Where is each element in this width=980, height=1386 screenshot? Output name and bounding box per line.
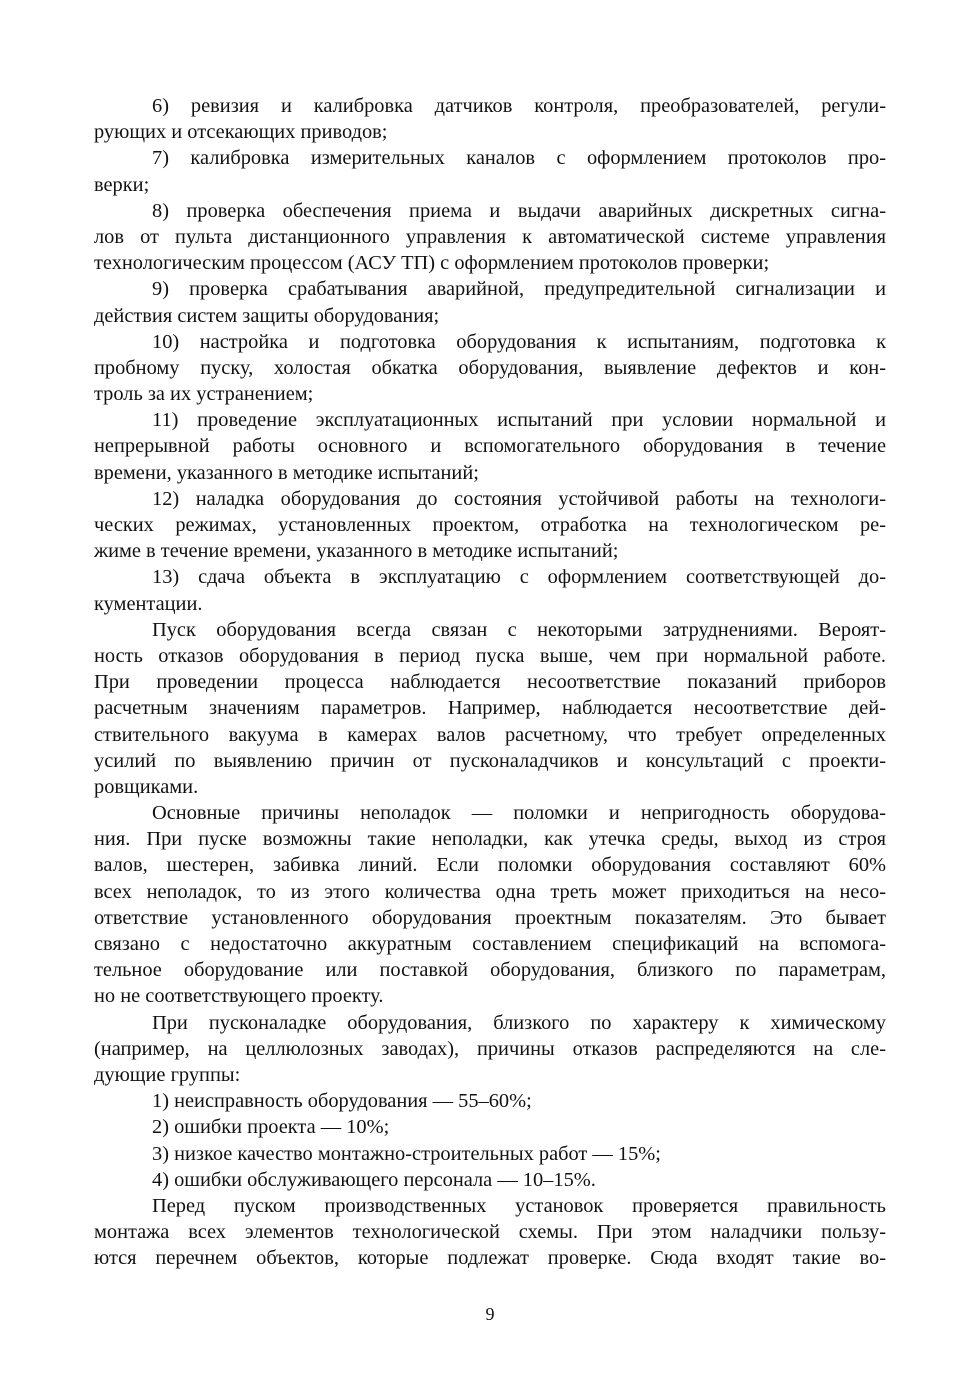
- text-line: технологическим процессом (АСУ ТП) с оформлением протоколов проверки;: [94, 252, 770, 275]
- text-line: кументации.: [94, 592, 203, 615]
- list-item: 1) неисправность оборудования — 55–60%;: [152, 1090, 532, 1113]
- text-line: валов, шестерен, забивка линий. Если поломки оборудования составляют 60%: [94, 854, 886, 877]
- text-line: (например, на целлюлозных заводах), причины отказов распределяются на сле-: [94, 1037, 886, 1060]
- text-line: 8) проверка обеспечения приема и выдачи аварийных дискретных сигна-: [152, 199, 886, 222]
- text-line: монтажа всех элементов технологической схемы. При этом наладчики пользу-: [94, 1221, 886, 1244]
- text-line: 13) сдача объекта в эксплуатацию с оформлением соответствующей до-: [152, 566, 886, 589]
- text-line: расчетным значениям параметров. Например, наблюдается несоответствие дей-: [94, 697, 886, 720]
- text-line: 11) проведение эксплуатационных испытаний при условии нормальной и: [152, 409, 886, 432]
- text-line: Перед пуском производственных установок проверяется правильность: [152, 1194, 886, 1217]
- text-line: 6) ревизия и калибровка датчиков контроля, преобразователей, регули-: [152, 95, 886, 117]
- text-line: рующих и отсекающих приводов;: [94, 121, 388, 144]
- text-line: жиме в течение времени, указанного в методике испытаний;: [94, 540, 619, 563]
- text-line: 12) наладка оборудования до состояния устойчивой работы на технологи-: [152, 487, 886, 510]
- text-line: ются перечнем объектов, которые подлежат проверке. Сюда входят такие во-: [94, 1247, 886, 1270]
- text-line: При проведении процесса наблюдается несоответствие показаний приборов: [94, 671, 886, 694]
- text-line: ческих режимах, установленных проектом, отработка на технологическом ре-: [94, 514, 886, 536]
- text-line: усилий по выявлению причин от пусконаладчиков и консультаций с проекти-: [94, 749, 886, 772]
- text-line: верки;: [94, 173, 150, 196]
- text-line: дующие группы:: [94, 1063, 241, 1086]
- text-line: но не соответствующего проекту.: [94, 985, 384, 1008]
- text-line: 9) проверка срабатывания аварийной, предупредительной сигнализации и: [152, 278, 886, 301]
- text-line: троль за их устранением;: [94, 383, 314, 406]
- text-line: непрерывной работы основного и вспомогательного оборудования в течение: [94, 435, 886, 458]
- list-item: 2) ошибки проекта — 10%;: [152, 1116, 390, 1139]
- list-item: 4) ошибки обслуживающего персонала — 10–15%.: [152, 1168, 596, 1191]
- text-line: всех неполадок, то из этого количества одна треть может приходиться на несо-: [94, 880, 886, 903]
- page-number: 9: [485, 1304, 495, 1324]
- text-line: 10) настройка и подготовка оборудования к испытаниям, подготовка к: [152, 330, 886, 353]
- list-item: 3) низкое качество монтажно-строительных работ — 15%;: [152, 1142, 661, 1165]
- text-line: ния. При пуске возможны такие неполадки, как утечка среды, выход из строя: [94, 828, 886, 851]
- text-line: При пусконаладке оборудования, близкого по характеру к химическому: [152, 1011, 886, 1034]
- text-line: Основные причины неполадок — поломки и непригодность оборудова-: [152, 802, 886, 825]
- text-line: времени, указанного в методике испытаний;: [94, 461, 479, 484]
- text-line: лов от пульта дистанционного управления к автоматической системе управления: [94, 225, 886, 248]
- text-line: действия систем защиты оборудования;: [94, 304, 440, 327]
- text-line: пробному пуску, холостая обкатка оборудования, выявление дефектов и кон-: [94, 356, 886, 379]
- text-line: ответствие установленного оборудования проектным показателям. Это бывает: [94, 906, 886, 929]
- text-line: Пуск оборудования всегда связан с некоторыми затруднениями. Вероят-: [152, 618, 886, 641]
- text-line: 7) калибровка измерительных каналов с оформлением протоколов про-: [152, 147, 886, 170]
- text-line: ровщиками.: [94, 775, 199, 798]
- text-line: ствительного вакуума в камерах валов расчетному, что требует определенных: [94, 723, 886, 746]
- text-line: связано с недостаточно аккуратным составлением спецификаций на вспомога-: [94, 933, 886, 955]
- page-body: [94, 93, 886, 1271]
- text-line: ность отказов оборудования в период пуска выше, чем при нормальной работе.: [94, 644, 886, 667]
- text-line: тельное оборудование или поставкой оборудования, близкого по параметрам,: [94, 959, 886, 982]
